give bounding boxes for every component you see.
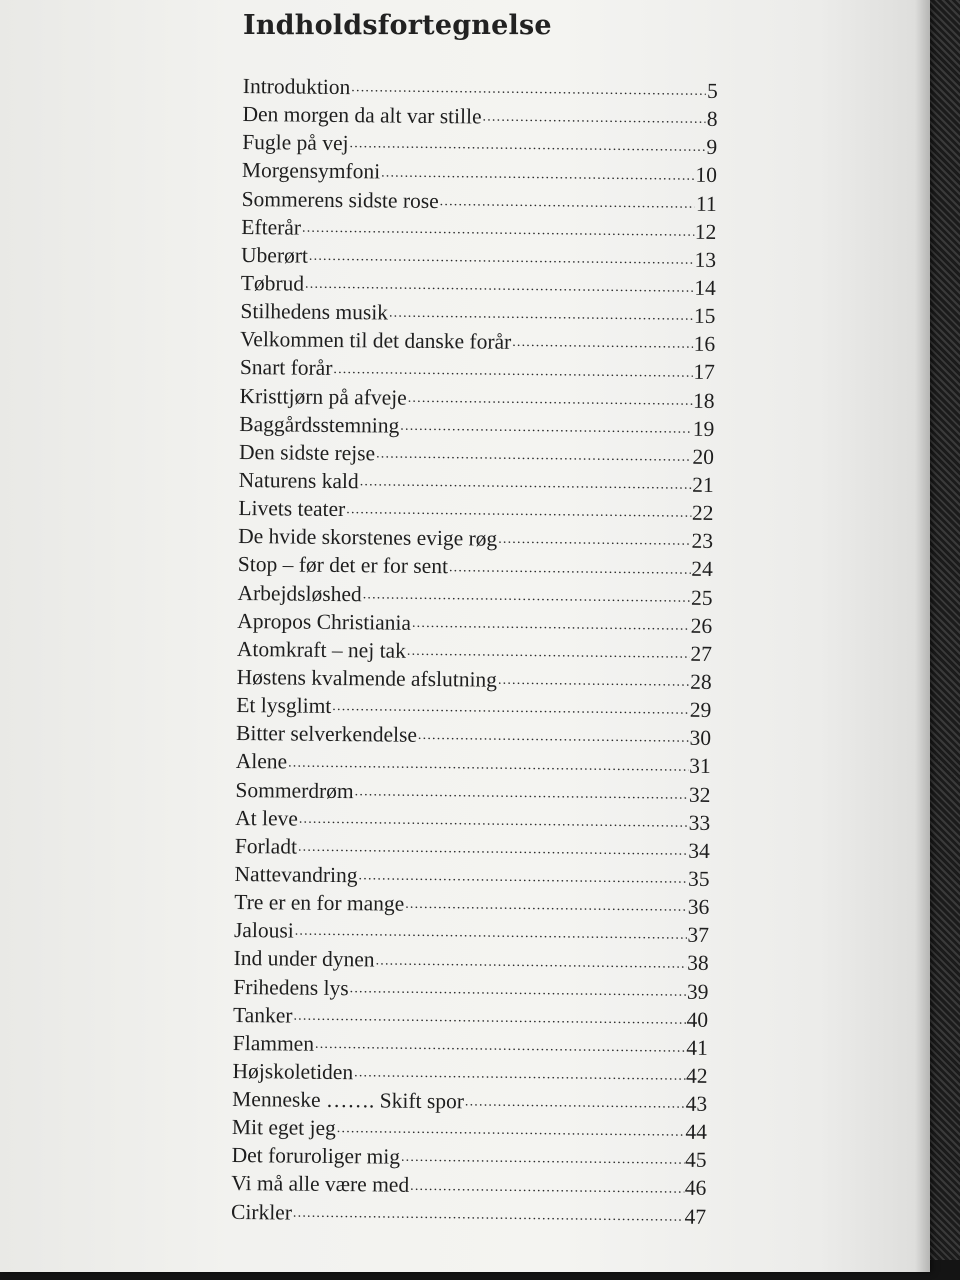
dot-leader bbox=[512, 336, 693, 358]
toc-entry-title: Velkommen til det danske forår bbox=[240, 327, 512, 355]
toc-entry-page-number: 24 bbox=[691, 557, 713, 582]
toc-entry-title: Vi må alle være med bbox=[231, 1171, 410, 1198]
toc-entry-page-number: 42 bbox=[685, 1063, 708, 1088]
toc-entry-title: De hvide skorstenes evige røg bbox=[238, 524, 498, 551]
dot-leader bbox=[350, 982, 686, 1006]
dot-leader bbox=[376, 447, 692, 470]
background-surface bbox=[930, 0, 960, 1280]
toc-entry-page-number: 46 bbox=[684, 1176, 707, 1201]
toc-entry-page-number: 10 bbox=[695, 163, 718, 188]
toc-entry-title: Sommerens sidste rose bbox=[241, 186, 439, 213]
toc-entry-page-number: 34 bbox=[688, 838, 710, 863]
toc-entry-page-number: 36 bbox=[687, 894, 710, 920]
dot-leader bbox=[299, 812, 688, 836]
toc-entry-page-number: 28 bbox=[690, 669, 712, 694]
toc-entry bbox=[231, 1198, 706, 1231]
dot-leader bbox=[405, 898, 687, 921]
toc-entry-title: Snart forår bbox=[239, 355, 333, 381]
toc-entry-page-number: 13 bbox=[694, 247, 717, 272]
toc-entry-title: Baggårdsstemning bbox=[239, 411, 400, 438]
toc-entry-page-number: 17 bbox=[693, 360, 716, 385]
toc-entry-title: Kristtjørn på afveje bbox=[239, 383, 407, 410]
dot-leader bbox=[498, 674, 689, 696]
dot-leader bbox=[449, 561, 691, 584]
toc-entry-title: Et lysglimt bbox=[236, 693, 332, 719]
toc-entry-page-number: 37 bbox=[687, 922, 710, 948]
toc-entry bbox=[233, 972, 708, 1005]
dot-leader bbox=[302, 221, 694, 245]
dot-leader bbox=[293, 1206, 684, 1230]
dot-leader bbox=[418, 729, 689, 752]
toc-entry-title: Uberørt bbox=[240, 242, 309, 268]
toc-entry-page-number: 32 bbox=[688, 782, 711, 807]
toc-entry-title: Tøbrud bbox=[240, 270, 305, 296]
toc-entry-page-number: 44 bbox=[685, 1119, 708, 1145]
dot-leader bbox=[309, 250, 694, 274]
toc-entry-page-number: 33 bbox=[688, 810, 711, 835]
toc-entry-title: Apropos Christiania bbox=[237, 608, 412, 635]
dot-leader bbox=[349, 138, 705, 162]
toc-entry-page-number: 27 bbox=[690, 641, 713, 666]
toc-entry-page-number: 41 bbox=[686, 1035, 708, 1060]
toc-entry-page-number: 14 bbox=[694, 275, 716, 300]
dot-leader bbox=[355, 785, 688, 808]
dot-leader bbox=[358, 869, 687, 892]
toc-entry-page-number: 39 bbox=[686, 979, 709, 1004]
toc-entry-page-number: 35 bbox=[687, 866, 710, 891]
toc-entry bbox=[241, 241, 716, 274]
dot-leader bbox=[360, 475, 692, 498]
toc-entry-page-number: 23 bbox=[691, 528, 714, 554]
toc-entry-title: Den morgen da alt var stille bbox=[242, 102, 482, 129]
page-edge-shadow bbox=[915, 0, 930, 1272]
toc-entry-title: Fugle på vej bbox=[242, 130, 349, 156]
table-of-contents bbox=[231, 72, 718, 1231]
toc-entry-page-number: 47 bbox=[684, 1204, 707, 1229]
toc-entry-page-number: 5 bbox=[706, 78, 718, 103]
toc-entry-title: Efterår bbox=[241, 214, 302, 240]
toc-entry-page-number: 15 bbox=[693, 303, 716, 329]
dot-leader bbox=[498, 533, 691, 555]
toc-entry-page-number: 19 bbox=[692, 416, 715, 441]
toc-entry-title: Frihedens lys bbox=[233, 974, 349, 1000]
toc-entry-page-number: 40 bbox=[686, 1007, 709, 1032]
toc-entry-page-number: 21 bbox=[692, 472, 714, 497]
toc-entry-title: Mit eget jeg bbox=[231, 1115, 336, 1141]
toc-entry-title: Livets teater bbox=[238, 496, 346, 522]
dot-leader bbox=[482, 111, 705, 133]
toc-entry-title: Den sidste rejse bbox=[238, 439, 376, 466]
toc-entry-title: Tre er en for mange bbox=[234, 890, 405, 916]
dot-leader bbox=[401, 1151, 684, 1174]
toc-entry-title: Menneske ……. Skift spor bbox=[232, 1087, 465, 1114]
toc-entry-title: Nattevandring bbox=[234, 861, 358, 888]
toc-entry-title: Flammen bbox=[232, 1030, 315, 1056]
dot-leader bbox=[363, 588, 690, 611]
toc-entry bbox=[236, 719, 711, 752]
toc-entry-page-number: 20 bbox=[692, 444, 715, 469]
toc-entry-title: Tanker bbox=[233, 1002, 293, 1028]
toc-entry bbox=[242, 185, 717, 218]
toc-entry-title: Stop – før det er for sent bbox=[237, 552, 449, 579]
toc-entry-page-number: 8 bbox=[706, 107, 718, 132]
toc-entry-title: Ind under dynen bbox=[233, 946, 375, 972]
toc-entry-page-number: 29 bbox=[689, 697, 712, 723]
toc-entry-title: Det foruroliger mig bbox=[231, 1143, 401, 1170]
toc-entry-page-number: 16 bbox=[693, 332, 716, 357]
toc-entry-page-number: 22 bbox=[691, 500, 714, 526]
dot-leader bbox=[465, 1096, 685, 1118]
toc-entry-title: Jalousi bbox=[233, 918, 294, 943]
toc-entry-title: Naturens kald bbox=[238, 467, 359, 494]
toc-entry-title: Cirkler bbox=[230, 1199, 293, 1225]
toc-entry bbox=[241, 213, 716, 246]
toc-entry-title: Alene bbox=[235, 749, 288, 774]
toc-entry-page-number: 9 bbox=[706, 135, 718, 160]
dot-leader bbox=[412, 617, 690, 640]
dot-leader bbox=[315, 1038, 685, 1062]
toc-entry-title: Stilhedens musik bbox=[240, 299, 389, 325]
toc-entry-title: Sommerdrøm bbox=[235, 777, 354, 803]
toc-entry-page-number: 38 bbox=[687, 951, 709, 976]
toc-entry-page-number: 31 bbox=[689, 754, 711, 779]
toc-entry-title: At leve bbox=[235, 805, 299, 831]
dot-leader bbox=[440, 195, 695, 218]
toc-entry-title: Høstens kvalmende afslutning bbox=[236, 664, 498, 692]
toc-entry-title: Bitter selverkendelse bbox=[235, 721, 418, 748]
toc-entry-page-number: 12 bbox=[694, 219, 717, 244]
toc-entry-title: Forladt bbox=[234, 833, 298, 859]
toc-entry-page-number: 26 bbox=[690, 613, 713, 638]
toc-entry bbox=[235, 775, 710, 808]
toc-entry-title: Introduktion bbox=[242, 73, 351, 100]
dot-leader bbox=[408, 391, 693, 414]
toc-entry-page-number: 30 bbox=[689, 725, 712, 751]
toc-entry-page-number: 18 bbox=[692, 388, 715, 413]
toc-entry-title: Atomkraft – nej tak bbox=[236, 636, 407, 663]
toc-entry-title: Arbejdsløshed bbox=[237, 580, 362, 606]
toc-entry-page-number: 43 bbox=[685, 1091, 708, 1116]
toc-entry bbox=[231, 1169, 706, 1202]
toc-entry bbox=[234, 888, 709, 921]
dot-leader bbox=[410, 1179, 684, 1202]
toc-entry-title: Morgensymfoni bbox=[241, 158, 381, 184]
toc-entry-page-number: 25 bbox=[690, 585, 713, 610]
toc-entry bbox=[235, 804, 710, 837]
dot-leader bbox=[293, 1009, 685, 1033]
toc-entry-page-number: 45 bbox=[685, 1148, 707, 1173]
toc-entry-title: Højskoletiden bbox=[232, 1058, 354, 1085]
page-title: Indholdsfortegnelse bbox=[243, 10, 552, 41]
toc-entry-page-number: 11 bbox=[695, 191, 717, 216]
dot-leader bbox=[400, 419, 692, 442]
dot-leader bbox=[375, 954, 686, 977]
